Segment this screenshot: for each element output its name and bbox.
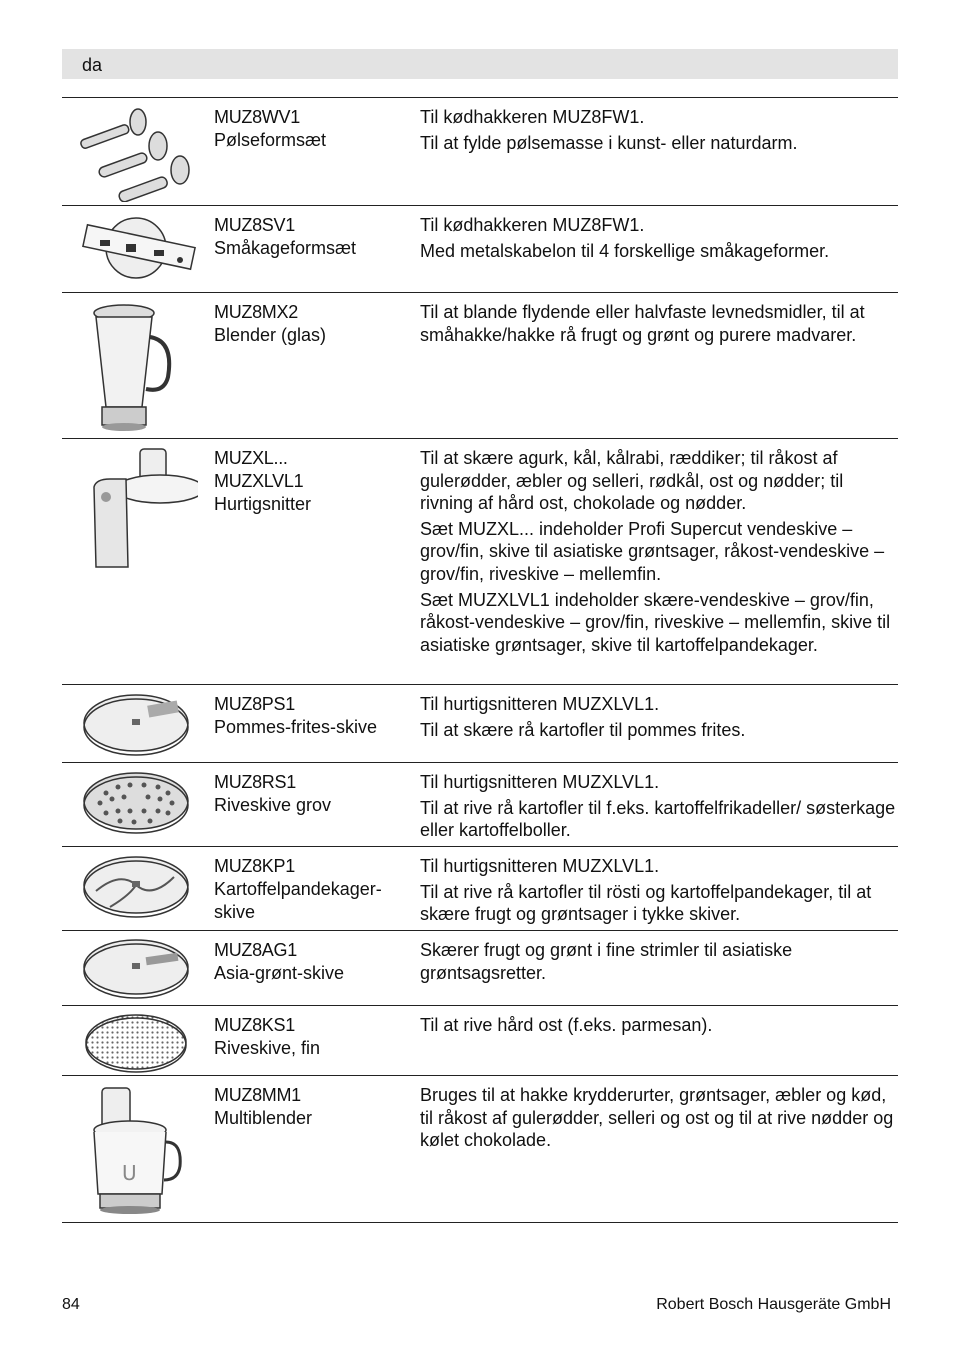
accessory-row bbox=[62, 684, 898, 763]
description-line: Med metalskabelon til 4 forskellige småkageformer. bbox=[420, 240, 830, 261]
description-line: Sæt MUZXL... indeholder Profi Supercut vendeskive – grov/fin, skive til asiatiske grøntsager, råkost-vendeskive – grov/fin, riveskive – mellemfin. bbox=[420, 518, 885, 584]
product-name bbox=[214, 301, 410, 347]
product-code: MUZ8KP1 bbox=[214, 856, 295, 876]
product-description bbox=[420, 1084, 898, 1155]
coarse-grater-disc-icon bbox=[70, 767, 198, 839]
description-line: Til at blande flydende eller halvfaste levnedsmidler, til at småhakke/hakke rå frugt og grønt og purere madvarer. bbox=[420, 302, 865, 345]
description-line: Til at rive hård ost (f.eks. parmesan). bbox=[420, 1015, 713, 1035]
slicer-attachment-icon bbox=[70, 443, 198, 573]
description-line: Til hurtigsnitteren MUZXLVL1. bbox=[420, 694, 660, 714]
product-description bbox=[420, 693, 898, 744]
description-line: Til kødhakkeren MUZ8FW1. bbox=[420, 107, 645, 127]
accessory-row bbox=[62, 930, 898, 1006]
product-code: MUZ8PS1 bbox=[214, 694, 295, 714]
product-title: Riveskive grov bbox=[214, 795, 332, 815]
product-name bbox=[214, 214, 410, 260]
product-title: Småkageformsæt bbox=[214, 238, 357, 258]
product-name bbox=[214, 447, 410, 516]
glass-blender-icon bbox=[70, 297, 198, 437]
accessory-row bbox=[62, 846, 898, 931]
sausage-nozzles-icon bbox=[70, 102, 198, 202]
description-line: Til at rive rå kartofler til rösti og kartoffelpandekager, til at skære frugt og grøntsager i tykke skiver. bbox=[420, 881, 872, 925]
product-code: MUZ8RS1 bbox=[214, 772, 296, 792]
product-code: MUZ8SV1 bbox=[214, 215, 295, 235]
accessory-row bbox=[62, 1075, 898, 1223]
product-name bbox=[214, 1014, 410, 1060]
description-line: Til kødhakkeren MUZ8FW1. bbox=[420, 215, 645, 235]
description-line: Til at skære agurk, kål, kålrabi, ræddiker; til råkost af gulerødder, æbler og selleri, rødkål, ost og nødder; til rivning af hård ost, chokolade og nødder. bbox=[420, 448, 844, 514]
product-code: MUZ8MM1 bbox=[214, 1085, 301, 1105]
description-line: Bruges til at hakke krydderurter, grøntsager, æbler og kød, til råkost af gulerødder, selleri og ost og til at rive nødder og kølet chokolade. bbox=[420, 1085, 894, 1151]
product-description bbox=[420, 771, 898, 845]
product-name bbox=[214, 693, 410, 739]
description-line: Skærer frugt og grønt i fine strimler til asiatiske grøntsagsretter. bbox=[420, 940, 793, 983]
description-line: Til hurtigsnitteren MUZXLVL1. bbox=[420, 856, 660, 876]
description-line: Til at rive rå kartofler til f.eks. kartoffelfrikadeller/ søsterkage eller kartoffelboller. bbox=[420, 797, 896, 841]
product-code: MUZ8WV1 bbox=[214, 107, 300, 127]
product-description bbox=[420, 939, 898, 987]
product-code: MUZ8KS1 bbox=[214, 1015, 295, 1035]
accessory-row bbox=[62, 438, 898, 685]
product-name bbox=[214, 939, 410, 985]
product-title: Riveskive, fin bbox=[214, 1038, 321, 1058]
product-title: Asia-grønt-skive bbox=[214, 963, 345, 983]
product-code: MUZ8MX2 bbox=[214, 302, 298, 322]
product-description bbox=[420, 1014, 898, 1040]
product-title: Pommes-frites-skive bbox=[214, 717, 378, 737]
fine-grater-disc-icon bbox=[70, 1010, 198, 1076]
product-code-alt: MUZXLVL1 bbox=[214, 471, 304, 491]
product-name bbox=[214, 855, 410, 924]
potato-pancake-disc-icon bbox=[70, 851, 198, 923]
description-line: Sæt MUZXLVL1 indeholder skære-vendeskive – grov/fin, råkost-vendeskive – grov/fin, riveskive – mellemfin, skive til asiatiske grøntsager, skive til kartoffelpandekager. bbox=[420, 589, 891, 655]
product-code: MUZ8AG1 bbox=[214, 940, 297, 960]
product-title: Multiblender bbox=[214, 1108, 313, 1128]
description-line: Til at skære rå kartofler til pommes frites. bbox=[420, 719, 746, 740]
product-title: Hurtigsnitter bbox=[214, 494, 312, 514]
product-description bbox=[420, 447, 898, 659]
product-name bbox=[214, 106, 410, 152]
product-name bbox=[214, 1084, 410, 1130]
company-name: Robert Bosch Hausgeräte GmbH bbox=[656, 1296, 891, 1313]
cookie-stencil-icon bbox=[70, 210, 198, 290]
language-header bbox=[62, 49, 898, 79]
product-code: MUZXL... bbox=[214, 448, 288, 468]
page-number: 84 bbox=[62, 1296, 80, 1313]
description-line: Til hurtigsnitteren MUZXLVL1. bbox=[420, 772, 660, 792]
fries-disc-icon bbox=[70, 689, 198, 759]
accessory-row bbox=[62, 292, 898, 439]
accessory-row bbox=[62, 762, 898, 847]
accessory-row bbox=[62, 205, 898, 293]
language-code: da bbox=[82, 55, 103, 75]
product-title: Blender (glas) bbox=[214, 325, 327, 345]
product-description bbox=[420, 855, 898, 929]
product-title: Pølseformsæt bbox=[214, 130, 327, 150]
accessory-row bbox=[62, 97, 898, 206]
accessory-row bbox=[62, 1005, 898, 1076]
product-description bbox=[420, 214, 898, 265]
description-line: Til at fylde pølsemasse i kunst- eller naturdarm. bbox=[420, 132, 798, 153]
product-description bbox=[420, 301, 898, 349]
multi-blender-icon bbox=[70, 1080, 198, 1220]
asia-disc-icon bbox=[70, 935, 198, 1005]
product-name bbox=[214, 771, 410, 817]
svg-text:U: U bbox=[122, 1161, 137, 1185]
product-title: Kartoffelpandekager-skive bbox=[214, 879, 382, 922]
product-description bbox=[420, 106, 898, 157]
